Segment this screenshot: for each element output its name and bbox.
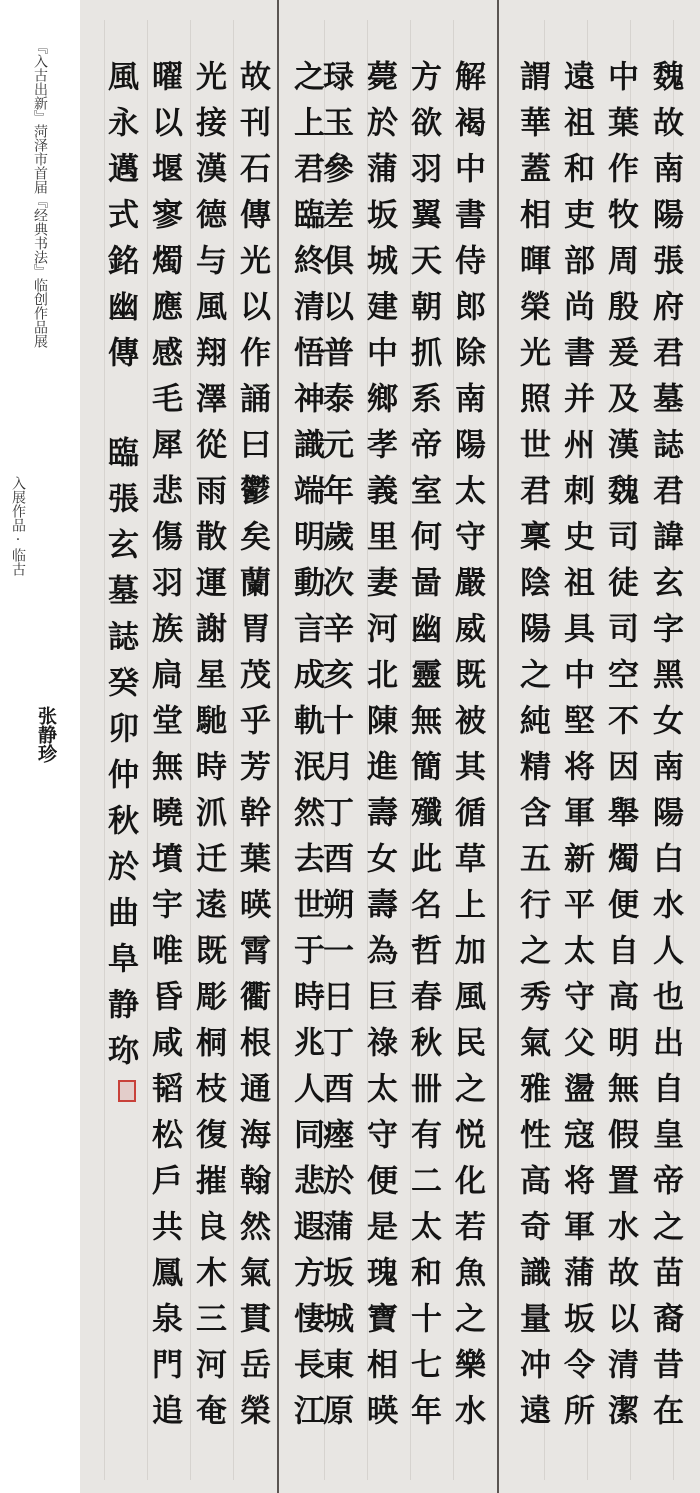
text-column: 薨於蒲坂城建中鄉孝義里妻河北陳進壽女壽為巨祿太守便是瑰寶相暎 bbox=[361, 60, 397, 1440]
author-name: 张静珍 bbox=[35, 706, 57, 763]
caption-margin bbox=[0, 0, 80, 1493]
text-column: 風永邁式銘幽傳 bbox=[102, 60, 138, 382]
text-column: 解褐中書侍郎除南陽太守嚴威既被其循草上加風民之悦化若魚之樂水 bbox=[449, 60, 485, 1440]
calligraphy-paper bbox=[80, 0, 700, 1493]
text-column: 遠祖和吏部尚書并州刺史祖具中堅将軍新平太守父盪寇将軍蒲坂令所 bbox=[558, 60, 594, 1440]
text-column: 光接漢德与風翔澤從雨散運謝星馳時沠迁逺既彫桐枝復摧良木三河奄 bbox=[190, 60, 226, 1440]
text-column: 方欲羽翼天朝抓系帝室何啚幽靈無簡殲此名哲春秋卌有二太和十七年 bbox=[405, 60, 441, 1440]
text-column: 中葉作牧周殷爰及漢魏司徒司空不因舉燭便自高明無假置水故以清潔 bbox=[602, 60, 638, 1440]
text-column: 魏故南陽張府君墓誌君諱玄字黑女南陽白水人也出自皇帝之苗裔昔在 bbox=[647, 60, 683, 1440]
text-column: 謂華蓋相暉榮光照世君稟陰陽之純精含五行之秀氣雅性高奇識量冲遠 bbox=[514, 60, 550, 1440]
panel-seam bbox=[277, 0, 279, 1493]
signature-inscription: 臨張玄墓誌癸卯仲秋於曲阜静珎 bbox=[102, 436, 138, 1080]
panel-seam bbox=[497, 0, 499, 1493]
entry-category: 入展作品·临古 bbox=[10, 476, 26, 576]
text-column: 曜以堰寥燭應感毛犀悲傷羽族扃堂無曉墳宇唯昏咸韬松戶共鳳泉門追 bbox=[146, 60, 182, 1440]
text-column: 故刊石傳光以作誦曰鬱矣蘭胃茂乎芳幹葉暎霄衢根通海翰然氣貫岳榮 bbox=[234, 60, 270, 1440]
red-seal-stamp bbox=[118, 1080, 136, 1102]
text-column: 之上君臨終清悟神識端明動言成軌泯然去世于時兆人同悲遐方悽長江 bbox=[288, 60, 324, 1440]
text-column: 琭玉參差俱以普泰元年歲次辛亥十月丁酉朔一日丁酉瘞於蒲坂城東原 bbox=[317, 60, 353, 1440]
exhibition-title: 『入古出新』菏泽市首届『经典书法』临创作品展 bbox=[32, 40, 48, 348]
